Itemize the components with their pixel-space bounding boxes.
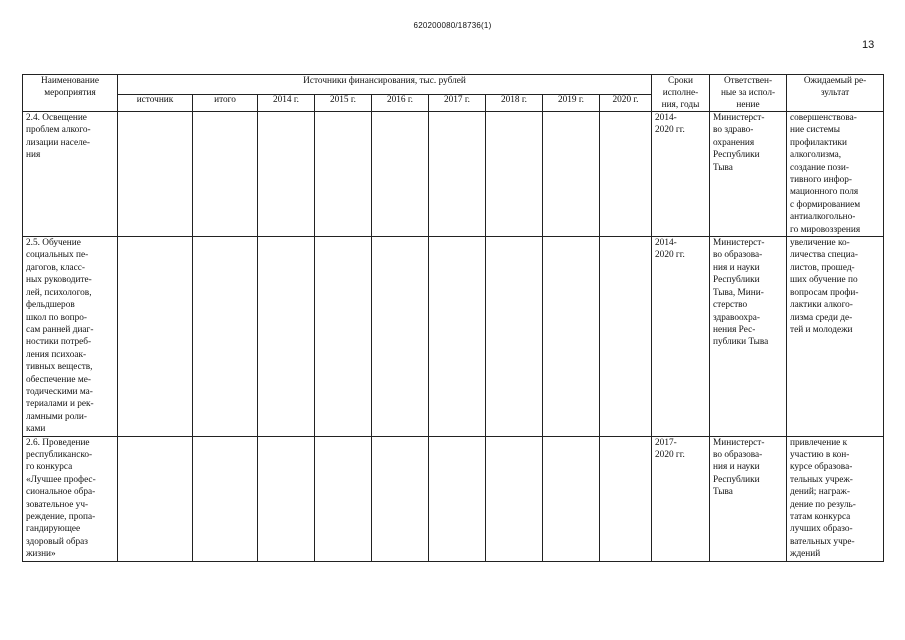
cell-2017 <box>429 237 486 437</box>
cell-2015 <box>315 237 372 437</box>
cell-2020 <box>600 112 652 237</box>
subheader-total: итого <box>193 95 258 112</box>
cell-2019 <box>543 112 600 237</box>
cell-2014 <box>258 112 315 237</box>
cell-total <box>193 237 258 437</box>
cell-2019 <box>543 436 600 561</box>
row-deadline: 2014- 2020 гг. <box>652 237 710 437</box>
cell-2020 <box>600 237 652 437</box>
cell-source <box>118 436 193 561</box>
subheader-2019: 2019 г. <box>543 95 600 112</box>
cell-source <box>118 237 193 437</box>
cell-2016 <box>372 112 429 237</box>
subheader-2014: 2014 г. <box>258 95 315 112</box>
cell-2018 <box>486 237 543 437</box>
subheader-2016: 2016 г. <box>372 95 429 112</box>
row-result: увеличение ко- личества специа- листов, прошед- ших обучение по вопросам профи- лактики алкого- лизма среди де- тей и молодежи <box>787 237 884 437</box>
cell-2016 <box>372 237 429 437</box>
cell-2017 <box>429 112 486 237</box>
table-row <box>23 237 884 437</box>
document-id: 620200080/18736(1) <box>413 21 492 30</box>
cell-source <box>118 112 193 237</box>
row-responsible: Министерст- во образова- ния и науки Республики Тыва <box>710 436 787 561</box>
table-row <box>23 112 884 237</box>
cell-2018 <box>486 112 543 237</box>
subheader-source: источник <box>118 95 193 112</box>
cell-2020 <box>600 436 652 561</box>
row-result: совершенствова- ние системы профилактики алкоголизма, создание пози- тивного инфор- мационного поля с формированием антиалкогольно- го мировоззрения <box>787 112 884 237</box>
page-number: 13 <box>862 39 875 51</box>
header-result: Ожидаемый ре- зультат <box>787 75 884 112</box>
cell-total <box>193 436 258 561</box>
header-name: Наименование мероприятия <box>23 75 118 112</box>
cell-2016 <box>372 436 429 561</box>
subheader-2018: 2018 г. <box>486 95 543 112</box>
row-responsible: Министерст- во образова- ния и науки Республики Тыва, Мини- стерство здравоохра- нения Рес- публики Тыва <box>710 237 787 437</box>
header-deadline: Сроки исполне- ния, годы <box>652 75 710 112</box>
subheader-2015: 2015 г. <box>315 95 372 112</box>
cell-2015 <box>315 436 372 561</box>
subheader-2020: 2020 г. <box>600 95 652 112</box>
row-deadline: 2014- 2020 гг. <box>652 112 710 237</box>
row-deadline: 2017- 2020 гг. <box>652 436 710 561</box>
cell-total <box>193 112 258 237</box>
cell-2014 <box>258 237 315 437</box>
cell-2019 <box>543 237 600 437</box>
row-name: 2.5. Обучение социальных пе- дагогов, класс- ных руководите- лей, психологов, фельдшеров школ по вопро- сам ранней диаг- ностики потреб- ления психоак- тивных веществ, обеспечение ме- тодическими ма- териалами и рек- ламными роли- ками <box>23 237 118 437</box>
header-funding-group: Источники финансирования, тыс. рублей <box>118 75 652 95</box>
cell-2015 <box>315 112 372 237</box>
row-result: привлечение к участию в кон- курсе образова- тельных учреж- дений; награж- дение по резуль- татам конкурса лучших образо- вательных учре- ждений <box>787 436 884 561</box>
header-responsible: Ответствен- ные за испол- нение <box>710 75 787 112</box>
row-name: 2.6. Проведение республиканско- го конкурса «Лучшее профес- сиональное обра- зовательное уч- реждение, пропа- гандирующее здоровый образ жизни» <box>23 436 118 561</box>
subheader-2017: 2017 г. <box>429 95 486 112</box>
activities-table <box>22 74 884 562</box>
cell-2018 <box>486 436 543 561</box>
row-name: 2.4. Освещение проблем алкого- лизации населе- ния <box>23 112 118 237</box>
table-row <box>23 436 884 561</box>
row-responsible: Министерст- во здраво- охранения Республики Тыва <box>710 112 787 237</box>
cell-2014 <box>258 436 315 561</box>
table-header-row <box>23 75 884 95</box>
cell-2017 <box>429 436 486 561</box>
